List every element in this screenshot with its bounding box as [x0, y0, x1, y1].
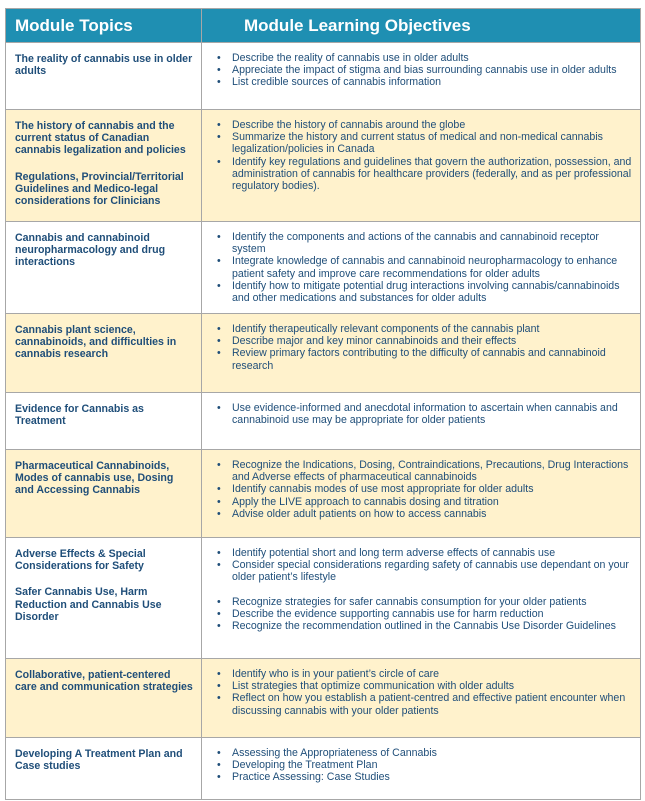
objective-item: • Identify cannabis modes of use most appropriate for older adults	[214, 483, 634, 495]
module-topic-title: Regulations, Provincial/Territorial Guidelines and Medico-legal considerations for Clinicians	[15, 170, 184, 208]
module-topic-title: The reality of cannabis use in older adults	[15, 53, 193, 78]
objective-list	[214, 402, 634, 426]
objective-list	[214, 668, 634, 717]
objective-list	[214, 596, 634, 633]
learning-objectives-cell	[202, 393, 641, 450]
objective-item: • Recognize strategies for safer cannabis consumption for your older patients	[214, 596, 634, 608]
module-topic-title: Safer Cannabis Use, Harm Reduction and Cannabis Use Disorder	[15, 586, 162, 623]
module-topic-title: The history of cannabis and the current status of Canadian cannabis legalization and policies	[15, 120, 186, 157]
module-topic-title: Developing A Treatment Plan and Case studies	[15, 748, 183, 773]
objective-item: • List credible sources of cannabis information	[214, 76, 634, 88]
module-topic-cell	[6, 110, 202, 222]
module-topic-title: Adverse Effects & Special Considerations for Safety	[15, 548, 146, 573]
objective-item: • Use evidence-informed and anecdotal information to ascertain when cannabis and cannabinoid use may be appropriate for older patients	[214, 402, 634, 426]
objective-item: • Identify who is in your patient’s circle of care	[214, 668, 634, 680]
module-topic-cell	[6, 738, 202, 800]
table-row	[6, 738, 641, 800]
table-row	[6, 450, 641, 538]
module-topic-cell	[6, 538, 202, 659]
objective-item: • Practice Assessing: Case Studies	[214, 771, 634, 783]
header-module-topics: Module Topics	[6, 9, 202, 43]
table-row	[6, 314, 641, 393]
module-topic-cell	[6, 314, 202, 393]
learning-objectives-cell	[202, 659, 641, 738]
module-topic-title: Evidence for Cannabis as Treatment	[15, 403, 144, 428]
module-topic-title: Pharmaceutical Cannabinoids, Modes of cannabis use, Dosing and Accessing Cannabis	[15, 460, 174, 497]
header-learning-objectives: Module Learning Objectives	[202, 9, 641, 43]
objective-item: • Identify therapeutically relevant components of the cannabis plant	[214, 323, 634, 335]
module-topic-title: Collaborative, patient-centered care and communication strategies	[15, 669, 193, 694]
module-topic-cell	[6, 659, 202, 738]
module-topic-cell	[6, 450, 202, 538]
module-topic-cell	[6, 222, 202, 314]
learning-objectives-cell	[202, 110, 641, 222]
table-row	[6, 659, 641, 738]
objective-item: • Summarize the history and current status of medical and non-medical cannabis legalization/policies in Canada	[214, 131, 634, 155]
table-row	[6, 393, 641, 450]
objective-list	[214, 547, 634, 584]
learning-objectives-cell	[202, 222, 641, 314]
objective-item: • Describe the evidence supporting cannabis use for harm reduction	[214, 608, 634, 620]
objective-list	[214, 459, 634, 520]
objective-list	[214, 231, 634, 304]
objective-item: • Assessing the Appropriateness of Cannabis	[214, 747, 634, 759]
table-row	[6, 222, 641, 314]
learning-objectives-cell	[202, 538, 641, 659]
objective-item: • Identify the components and actions of the cannabis and cannabinoid receptor system	[214, 231, 634, 255]
objective-item: • Identify potential short and long term adverse effects of cannabis use	[214, 547, 634, 559]
module-table-container	[5, 8, 641, 800]
objective-item: • Identify key regulations and guidelines that govern the authorization, possession, and administration of cannabis for healthcare providers (federally, and as per professional regulatory bodies).	[214, 156, 634, 193]
objective-list	[214, 52, 634, 89]
table-row	[6, 538, 641, 659]
module-topic-title: Cannabis and cannabinoid neuropharmacology and drug interactions	[15, 232, 166, 269]
objective-list	[214, 323, 634, 372]
module-table	[5, 8, 641, 800]
table-header-row	[6, 9, 641, 43]
learning-objectives-cell	[202, 43, 641, 110]
objective-group-spacer	[214, 584, 634, 596]
module-topic-cell	[6, 393, 202, 450]
objective-item: • List strategies that optimize communication with older adults	[214, 680, 634, 692]
objective-item: • Describe the history of cannabis around the globe	[214, 119, 634, 131]
module-topic-cell	[6, 43, 202, 110]
objective-item: • Developing the Treatment Plan	[214, 759, 634, 771]
objective-item: • Reflect on how you establish a patient-centred and effective patient encounter when discussing cannabis with your older patients	[214, 692, 634, 716]
objective-item: • Consider special considerations regarding safety of cannabis use dependant on your older patient’s lifestyle	[214, 559, 634, 583]
objective-list	[214, 747, 634, 784]
table-row	[6, 110, 641, 222]
objective-item: • Advise older adult patients on how to access cannabis	[214, 508, 634, 520]
objective-item: • Review primary factors contributing to the difficulty of cannabis and cannabinoid research	[214, 347, 634, 371]
objective-item: • Apply the LIVE approach to cannabis dosing and titration	[214, 496, 634, 508]
learning-objectives-cell	[202, 314, 641, 393]
learning-objectives-cell	[202, 738, 641, 800]
objective-item: • Describe the reality of cannabis use in older adults	[214, 52, 634, 64]
objective-item: • Describe major and key minor cannabinoids and their effects	[214, 335, 634, 347]
objective-item: • Recognize the Indications, Dosing, Contraindications, Precautions, Drug Interactions and Adverse effects of pharmaceutical cannabinoids	[214, 459, 634, 483]
objective-item: • Identify how to mitigate potential drug interactions involving cannabis/cannabinoids and other medications and substances for older adults	[214, 280, 634, 304]
table-body	[6, 43, 641, 800]
objective-list	[214, 119, 634, 192]
module-topic-title: Cannabis plant science, cannabinoids, and difficulties in cannabis research	[15, 324, 177, 361]
table-row	[6, 43, 641, 110]
objective-item: • Integrate knowledge of cannabis and cannabinoid neuropharmacology to enhance patient safety and improve care recommendations for older adults	[214, 255, 634, 279]
objective-item: • Recognize the recommendation outlined in the Cannabis Use Disorder Guidelines	[214, 620, 634, 632]
learning-objectives-cell	[202, 450, 641, 538]
objective-item: • Appreciate the impact of stigma and bias surrounding cannabis use in older adults	[214, 64, 634, 76]
